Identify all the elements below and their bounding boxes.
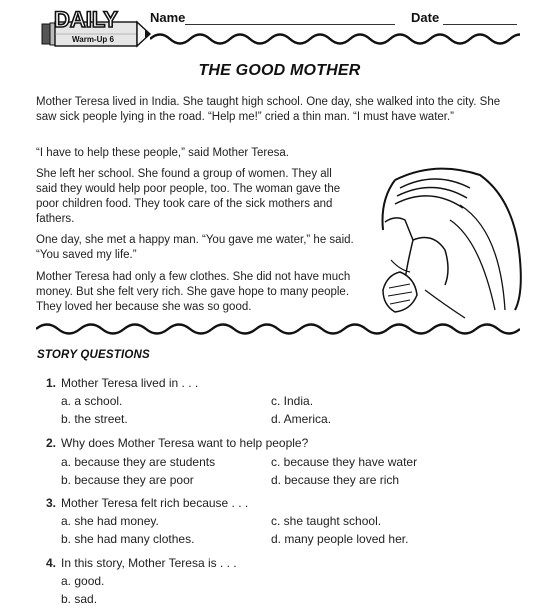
daily-pencil-logo [40,6,152,52]
answer-option[interactable]: b. she had many clothes. [61,532,195,546]
question-2 [46,436,308,450]
name-label: Name [150,10,186,25]
question-3 [46,496,248,510]
answer-option[interactable]: c. because they have water [271,455,418,469]
header-wavy-divider [150,30,520,48]
question-text: Why does Mother Teresa want to help people? [61,436,309,450]
answer-option[interactable]: a. because they are students [61,455,216,469]
answer-option[interactable]: a. good. [61,574,105,588]
answer-option[interactable]: d. because they are rich [271,473,400,487]
story-paragraph-3: She left her school. She found a group of women. They all said they would help poor people, too. The woman gave the poor children food. They took care of the sick mothers and fathers. [36,168,341,225]
answer-option[interactable]: b. sad. [61,592,98,606]
question-number: 1. [46,376,57,390]
story-paragraph-5: Mother Teresa had only a few clothes. She did not have much money. But she felt very rich. She gave hope to many people. They loved her because she was so good. [36,271,351,313]
daily-logo-text: DAILY [54,7,118,32]
story-paragraph-2: “I have to help these people,” said Mother Teresa. [36,147,289,159]
answer-option[interactable]: a. she had money. [61,514,159,528]
story-wavy-divider [36,320,520,338]
question-number: 3. [46,496,57,510]
answer-option[interactable]: c. she taught school. [271,514,382,528]
answer-option[interactable]: c. India. [271,394,314,408]
mother-teresa-illustration [355,160,525,320]
story-paragraph-1: Mother Teresa lived in India. She taught high school. One day, she walked into the city. She saw sick people lying in the road. “Help me!” cried a thin man. “I must have water.” [36,96,501,123]
question-text: In this story, Mother Teresa is . . . [61,556,237,570]
question-number: 2. [46,436,57,450]
answer-option[interactable]: d. America. [271,412,332,426]
warm-up-label: Warm-Up 6 [72,35,114,44]
answer-option[interactable]: b. the street. [61,412,128,426]
answer-option[interactable]: d. many people loved her. [271,532,409,546]
question-text: Mother Teresa lived in . . . [61,376,199,390]
question-4 [46,556,237,570]
story-questions-heading: STORY QUESTIONS [37,349,150,361]
story-title: THE GOOD MOTHER [198,62,361,79]
name-field-line [185,24,395,25]
question-1 [46,376,198,390]
date-field-line [443,24,517,25]
question-number: 4. [46,556,57,570]
story-paragraph-4: One day, she met a happy man. “You gave me water,” he said. “You saved my life.” [36,234,354,261]
answer-option[interactable]: b. because they are poor [61,473,194,487]
question-text: Mother Teresa felt rich because . . . [61,496,249,510]
answer-option[interactable]: a. a school. [61,394,123,408]
date-label: Date [411,10,440,25]
